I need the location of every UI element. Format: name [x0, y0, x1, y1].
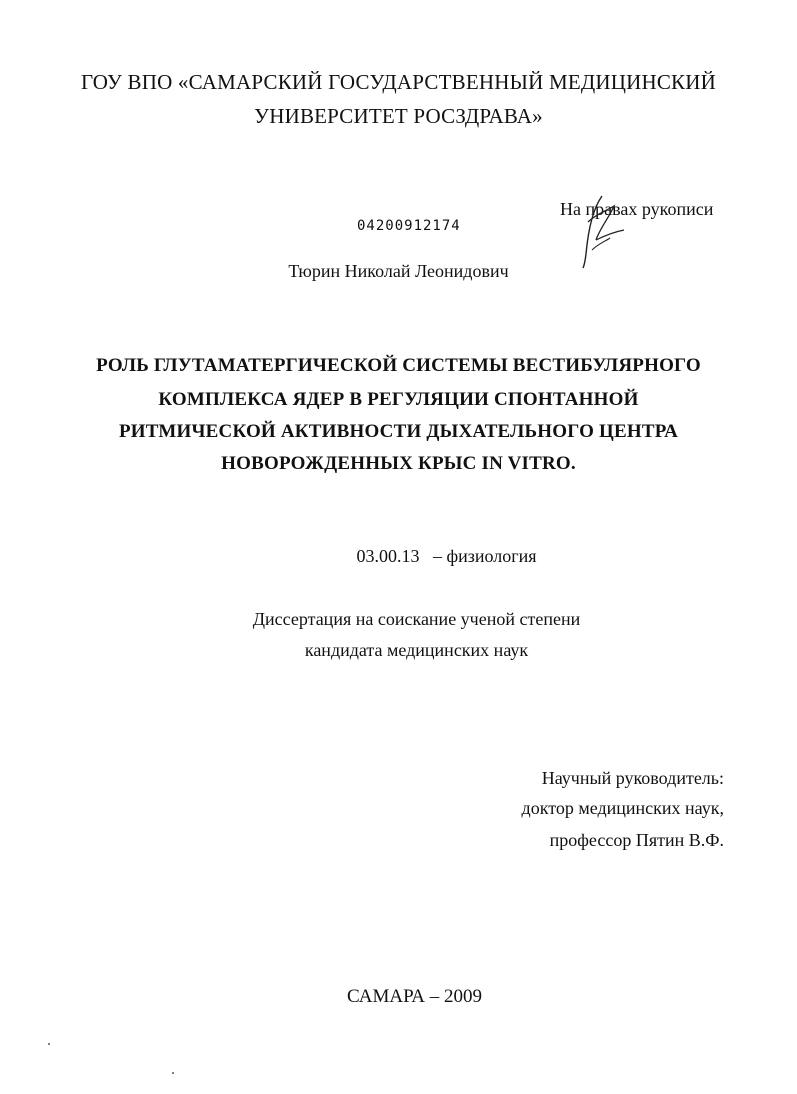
advisor-degree: доктор медицинских наук,	[521, 798, 724, 818]
title-line-2: КОМПЛЕКСА ЯДЕР В РЕГУЛЯЦИИ СПОНТАННОЙ	[158, 389, 639, 410]
title-line-3: РИТМИЧЕСКОЙ АКТИВНОСТИ ДЫХАТЕЛЬНОГО ЦЕНТРА	[118, 421, 679, 442]
title-line-4: НОВОРОЖДЕННЫХ КРЫС IN VITRO.	[221, 453, 576, 474]
handwritten-signature	[574, 192, 634, 270]
catalog-number: 04200912174	[357, 218, 461, 234]
city-year: САМАРА – 2009	[347, 986, 482, 1007]
specialty-code: 03.00.13	[356, 546, 420, 566]
dissertation-line-1: Диссертация на соискание ученой степени	[252, 609, 581, 629]
specialty-dash: –	[432, 546, 442, 566]
scan-speck	[48, 1043, 50, 1045]
institution-line-2: УНИВЕРСИТЕТ РОСЗДРАВА»	[254, 104, 543, 128]
advisor-label: Научный руководитель:	[541, 768, 724, 788]
specialty-name: физиология	[446, 546, 537, 566]
rights-note: На правах рукописи	[560, 199, 714, 219]
institution-line-1: ГОУ ВПО «САМАРСКИЙ ГОСУДАРСТВЕННЫЙ МЕДИЦИНСКИЙ	[80, 70, 716, 94]
dissertation-line-2: кандидата медицинских наук	[304, 640, 529, 660]
title-line-1: РОЛЬ ГЛУТАМАТЕРГИЧЕСКОЙ СИСТЕМЫ ВЕСТИБУЛЯРНОГО	[96, 355, 701, 376]
advisor-name: профессор Пятин В.Ф.	[549, 830, 724, 850]
author-name: Тюрин Николай Леонидович	[288, 261, 509, 281]
specialty	[48, 546, 797, 567]
scan-speck	[172, 1072, 174, 1074]
